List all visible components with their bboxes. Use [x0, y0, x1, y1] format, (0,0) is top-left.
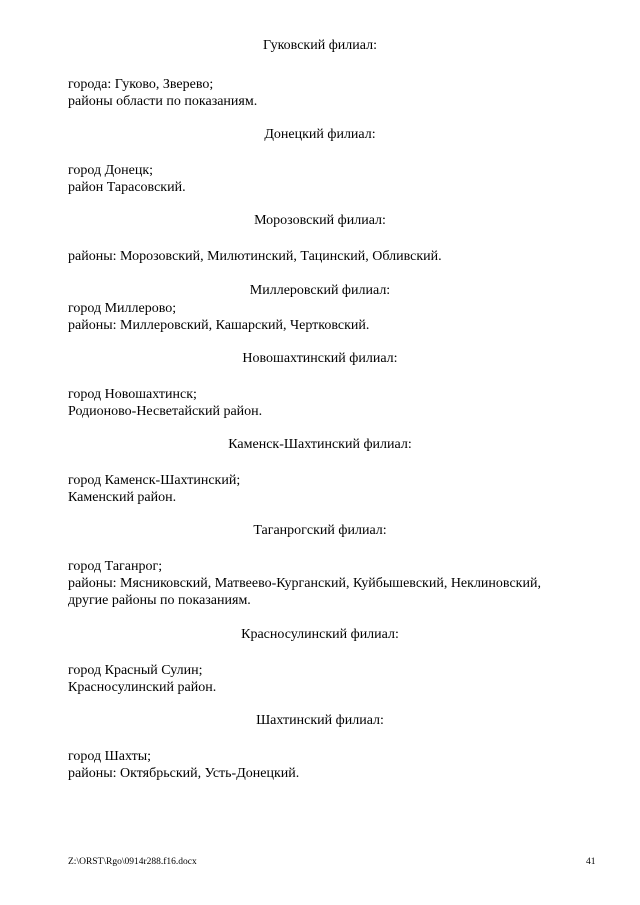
section-line: город Шахты;	[68, 749, 152, 764]
section-heading-novoshakhtinsk: Новошахтинский филиал:	[242, 351, 398, 366]
section-heading-millerovo: Миллеровский филиал:	[249, 283, 391, 298]
section-line: город Таганрог;	[68, 559, 163, 574]
section-heading-gukovsky: Гуковский филиал:	[263, 38, 377, 53]
section-line: районы: Мясниковский, Матвеево-Курганский, Куйбышевский, Неклиновский,	[68, 576, 541, 591]
section-line: города: Гуково, Зверево;	[68, 77, 214, 92]
footer-file-path: Z:\ORST\Rgo\0914r288.f16.docx	[68, 857, 197, 867]
section-line: районы: Морозовский, Милютинский, Тацинский, Обливский.	[68, 249, 442, 264]
section-heading-taganrog: Таганрогский филиал:	[253, 523, 387, 538]
section-line: районы области по показаниям.	[68, 94, 258, 109]
section-line: город Донецк;	[68, 163, 154, 178]
section-line: город Красный Сулин;	[68, 663, 203, 678]
section-line: город Каменск-Шахтинский;	[68, 473, 241, 488]
section-line: другие районы по показаниям.	[68, 593, 251, 608]
section-line: город Новошахтинск;	[68, 387, 197, 402]
section-line: Каменский район.	[68, 490, 177, 505]
section-line: Красносулинский район.	[68, 680, 217, 695]
section-line: район Тарасовский.	[68, 180, 186, 195]
section-line: районы: Октябрьский, Усть-Донецкий.	[68, 766, 300, 781]
section-heading-morozovsk: Морозовский филиал:	[254, 213, 386, 228]
section-line: Родионово-Несветайский район.	[68, 404, 263, 419]
section-heading-krasny-sulin: Красносулинский филиал:	[241, 627, 399, 642]
section-heading-donetsk: Донецкий филиал:	[264, 127, 376, 142]
section-heading-kamensk: Каменск-Шахтинский филиал:	[228, 437, 412, 452]
section-line: районы: Миллеровский, Кашарский, Чертковский.	[68, 318, 370, 333]
footer-page-number: 41	[586, 857, 596, 867]
section-heading-shakhty: Шахтинский филиал:	[256, 713, 384, 728]
section-line: город Миллерово;	[68, 301, 177, 316]
